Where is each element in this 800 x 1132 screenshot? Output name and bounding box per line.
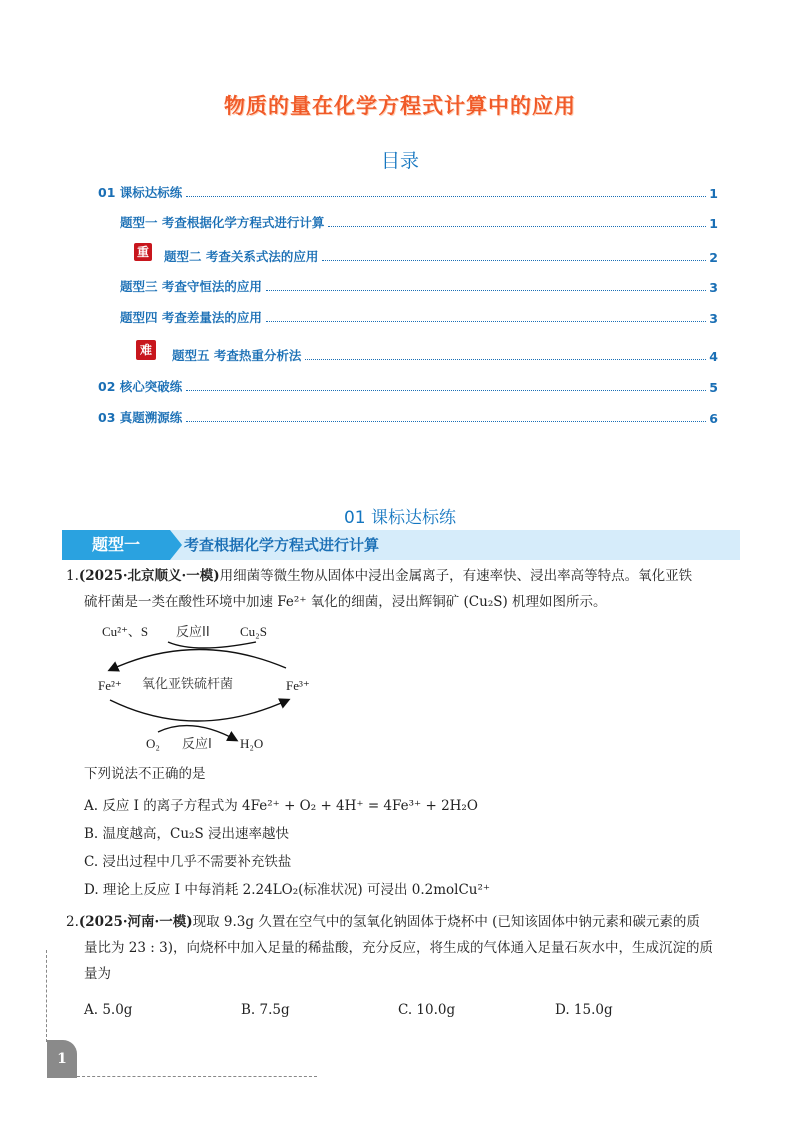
q1-number: 1.: [66, 568, 79, 584]
toc-item-label: 题型一 考查根据化学方程式进行计算: [120, 215, 325, 230]
q1-stem-part1: 用细菌等微生物从固体中浸出金属离子，有速率快、浸出率高等特点。氧化亚铁: [219, 568, 693, 584]
fe2-to-fe3-arrow: [110, 700, 288, 721]
diagram-label-cu-s: Cu²⁺、S: [102, 624, 149, 639]
q2-number: 2.: [66, 914, 79, 930]
page-number: 1: [47, 1040, 77, 1078]
toc-item-page: 4: [709, 349, 718, 364]
section-title: 01 课标达标练: [343, 508, 457, 528]
toc-item-label: 01 课标达标练: [98, 185, 183, 200]
toc-item-label: 题型三 考查守恒法的应用: [120, 279, 262, 294]
diagram-label-fe2: Fe²⁺: [98, 678, 122, 693]
q2-option-c[interactable]: C. 10.0g: [398, 1002, 456, 1018]
q1-line-1: [66, 566, 692, 586]
q2-line-3: 量为: [84, 966, 111, 982]
diagram-label-h2o: H₂O: [240, 736, 264, 751]
question-type-label: 题型一: [62, 530, 170, 560]
q1-option-d[interactable]: D. 理论上反应 I 中每消耗 2.24LO₂(标准状况) 可浸出 0.2molCu²⁺: [84, 882, 491, 898]
toc-leader: [186, 421, 706, 422]
toc-item-label: 03 真题溯源练: [98, 410, 183, 425]
toc-item-page: 5: [709, 380, 718, 395]
q2-source: (2025·河南·一模): [78, 914, 193, 930]
toc-item-03[interactable]: [98, 408, 718, 426]
toc-item-type5[interactable]: [172, 346, 718, 364]
reaction-mechanism-diagram: [96, 618, 316, 758]
toc-item-01[interactable]: [98, 183, 718, 201]
question-type-banner: [62, 530, 740, 560]
toc-leader: [328, 226, 706, 227]
diagram-label-reaction-1: 反应I: [182, 737, 212, 752]
q2-option-d[interactable]: D. 15.0g: [555, 1002, 613, 1018]
toc-item-page: 1: [709, 216, 718, 231]
toc-leader: [186, 390, 706, 391]
q1-source: (2025·北京顺义·一模): [78, 568, 220, 584]
reaction-2-small-arrow: [168, 642, 256, 648]
question-type-text: 考查根据化学方程式进行计算: [184, 536, 380, 554]
q2-option-b[interactable]: B. 7.5g: [241, 1002, 290, 1018]
toc-leader: [322, 260, 706, 261]
q1-option-a[interactable]: A. 反应 I 的离子方程式为 4Fe²⁺ + O₂ + 4H⁺ = 4Fe³⁺ + 2H₂O: [84, 798, 478, 814]
toc-heading: 目录: [380, 150, 419, 172]
toc-item-label: 题型五 考查热重分析法: [172, 348, 302, 363]
toc-leader: [186, 196, 706, 197]
toc-leader: [266, 321, 706, 322]
q2-stem-part1: 现取 9.3g 久置在空气中的氢氧化钠固体于烧杯中 (已知该固体中钠元素和碳元素的质: [192, 914, 700, 930]
q1-prompt: 下列说法不正确的是: [84, 766, 206, 782]
diagram-label-bacteria: 氧化亚铁硫杆菌: [142, 677, 234, 692]
document-title: 物质的量在化学方程式计算中的应用: [224, 94, 576, 118]
toc-item-page: 3: [709, 280, 718, 295]
toc-item-page: 6: [709, 411, 718, 426]
toc-item-page: 1: [709, 186, 718, 201]
toc-item-type4[interactable]: [120, 308, 718, 326]
q2-line-1: [66, 912, 700, 932]
toc-item-type1[interactable]: [120, 213, 718, 231]
diagram-label-o2: O₂: [146, 736, 160, 751]
toc-item-label: 题型四 考查差量法的应用: [120, 310, 262, 325]
fe3-to-fe2-arrow: [110, 649, 286, 670]
diagram-label-fe3: Fe³⁺: [286, 678, 310, 693]
toc-item-label: 题型二 考查关系式法的应用: [164, 249, 319, 264]
q2-option-a[interactable]: A. 5.0g: [84, 1002, 133, 1018]
toc-item-02[interactable]: [98, 377, 718, 395]
toc-item-page: 2: [709, 250, 718, 265]
toc-item-type2[interactable]: [164, 247, 718, 265]
key-badge-icon: 重: [134, 243, 152, 261]
diagram-label-cu2s: Cu₂S: [240, 624, 267, 639]
page-corner-divider: [46, 950, 47, 1042]
toc-leader: [266, 290, 706, 291]
toc-item-label: 02 核心突破练: [98, 379, 183, 394]
toc-item-type3[interactable]: [120, 277, 718, 295]
toc-leader: [305, 359, 706, 360]
q1-line-2: 硫杆菌是一类在酸性环境中加速 Fe²⁺ 氧化的细菌，浸出辉铜矿 (Cu₂S) 机理如图所示。: [84, 594, 607, 610]
toc-item-page: 3: [709, 311, 718, 326]
q1-option-b[interactable]: B. 温度越高，Cu₂S 浸出速率越快: [84, 826, 289, 842]
diagram-label-reaction-2: 反应II: [176, 625, 210, 640]
q1-option-c[interactable]: C. 浸出过程中几乎不需要补充铁盐: [84, 854, 292, 870]
q2-line-2: 量比为 23 : 3)，向烧杯中加入足量的稀盐酸，充分反应，将生成的气体通入足量石灰水中，生成沉淀的质: [84, 940, 713, 956]
page-footer-divider: [77, 1076, 317, 1077]
hard-badge-icon: 难: [136, 340, 156, 360]
